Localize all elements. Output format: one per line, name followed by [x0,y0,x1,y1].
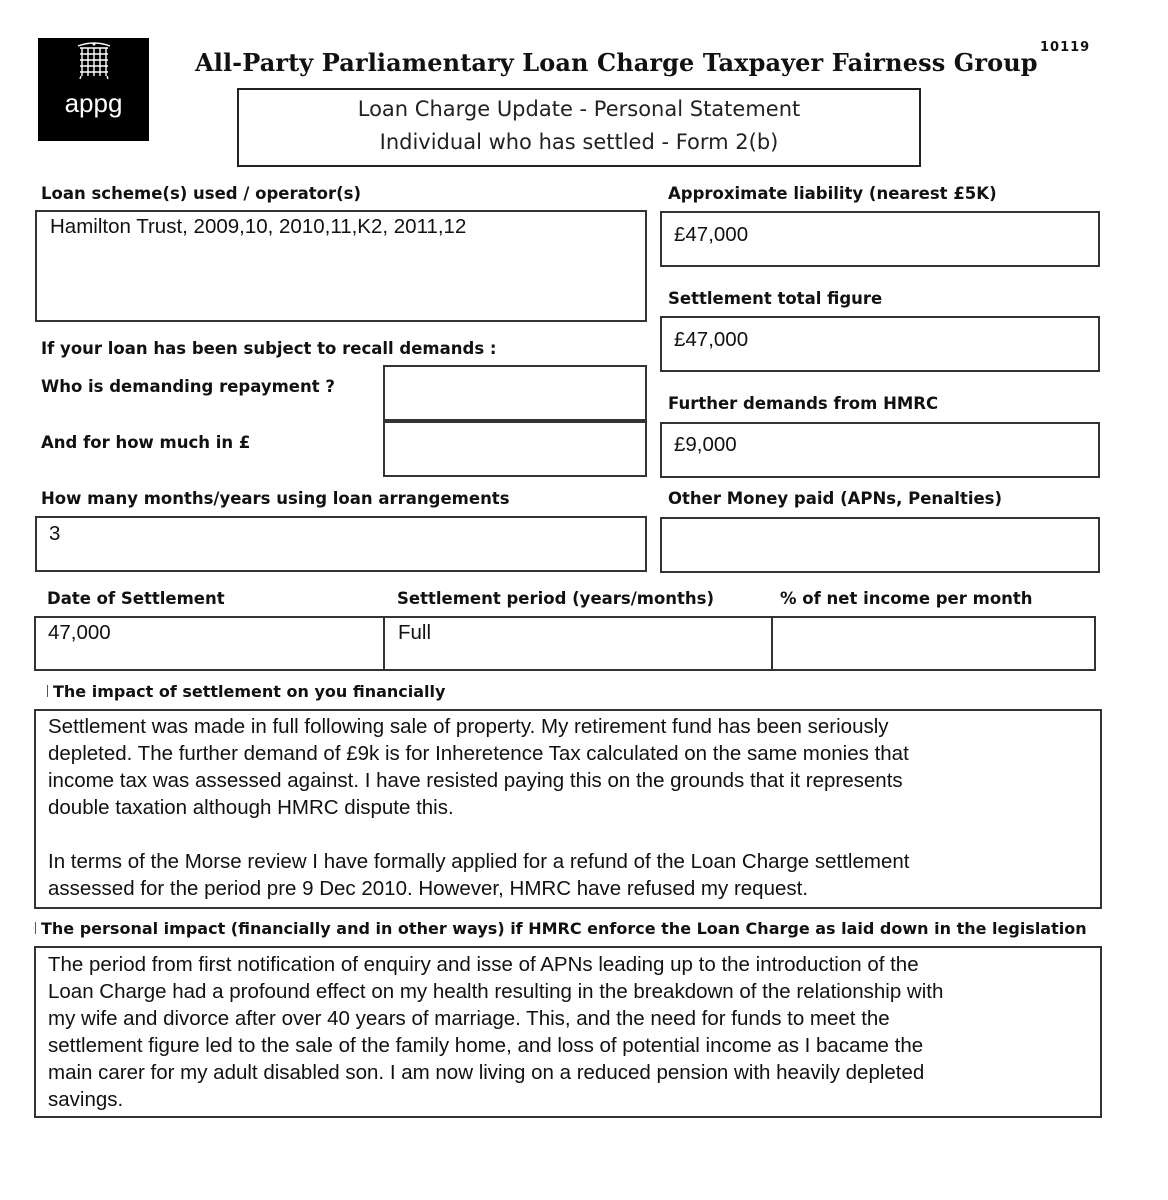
form-subtitle-line1: Loan Charge Update - Personal Statement [357,97,801,121]
approx-liability-field[interactable] [660,211,1100,267]
other-money-label: Other Money paid (APNs, Penalties) [668,489,1003,508]
loan-schemes-field[interactable] [35,210,647,322]
other-money-field[interactable] [660,517,1100,573]
months-years-label: How many months/years using loan arrangements [41,489,510,508]
percent-income-label: % of net income per month [780,589,1033,608]
date-of-settlement-value: 47,000 [48,621,111,644]
logo-text: appg [64,88,123,118]
loan-schemes-label: Loan scheme(s) used / operator(s) [41,184,362,203]
how-much-field[interactable] [383,421,647,477]
months-years-field[interactable] [35,516,647,572]
settlement-total-field[interactable] [660,316,1100,372]
impact-personal-label [35,919,1087,938]
appg-logo [38,38,149,141]
settlement-total-value: £47,000 [674,328,749,351]
page-title: All-Party Parliamentary Loan Charge Taxpayer Fairness Group [195,48,1038,77]
how-much-label: And for how much in £ [41,433,251,452]
settlement-period-value: Full [398,621,432,644]
settlement-period-field[interactable] [383,616,773,671]
date-of-settlement-label: Date of Settlement [47,589,225,608]
further-demands-value: £9,000 [674,433,737,456]
impact-financial-field[interactable] [34,709,1102,909]
months-years-value: 3 [49,522,61,545]
reference-number: 10119 [1040,40,1091,55]
portcullis-icon [76,42,112,80]
impact-personal-value: The period from first notification of enquiry and isse of APNs leading up to the introduction of the Loan Charge had a profound effect on my health resulting in the breakdown of the relationship with my wife and divorce after over 40 years of marriage. This, and the need for funds to meet the settlement figure led to the sale of the family home, and loss of potential income as I bacame the main carer for my adult disabled son. I am now living on a reduced pension with heavily depleted savings. [48,953,944,1111]
further-demands-field[interactable] [660,422,1100,478]
approx-liability-label: Approximate liability (nearest £5K) [668,184,997,203]
recall-demands-label: If your loan has been subject to recall demands : [41,339,497,358]
impact-personal-label-text: The personal impact (financially and in other ways) if HMRC enforce the Loan Charge as laid down in the legislation [41,919,1087,938]
approx-liability-value: £47,000 [674,223,749,246]
who-demanding-label: Who is demanding repayment ? [41,377,335,396]
further-demands-label: Further demands from HMRC [668,394,939,413]
loan-schemes-value: Hamilton Trust, 2009,10, 2010,11,K2, 2011,12 [50,215,467,238]
percent-income-field[interactable] [771,616,1096,671]
impact-financial-label [47,682,445,701]
form-title-box [237,88,921,167]
form-subtitle-line2: Individual who has settled - Form 2(b) [379,130,779,154]
who-demanding-field[interactable] [383,365,647,421]
impact-financial-label-text: The impact of settlement on you financially [53,682,446,701]
settlement-total-label: Settlement total figure [668,289,883,308]
impact-financial-value: Settlement was made in full following sale of property. My retirement fund has been seriously depleted. The further demand of £9k is for Inheretence Tax calculated on the same monies that income tax was assessed against. I have resisted paying this on the grounds that it represents double taxation although HMRC dispute this. In terms of the Morse review I have formally applied for a refund of the Loan Charge settlement assessed for the period pre 9 Dec 2010. However, HMRC have refused my request. [48,715,910,900]
date-of-settlement-field[interactable] [34,616,385,671]
impact-personal-field[interactable] [34,946,1102,1118]
settlement-period-label: Settlement period (years/months) [397,589,715,608]
